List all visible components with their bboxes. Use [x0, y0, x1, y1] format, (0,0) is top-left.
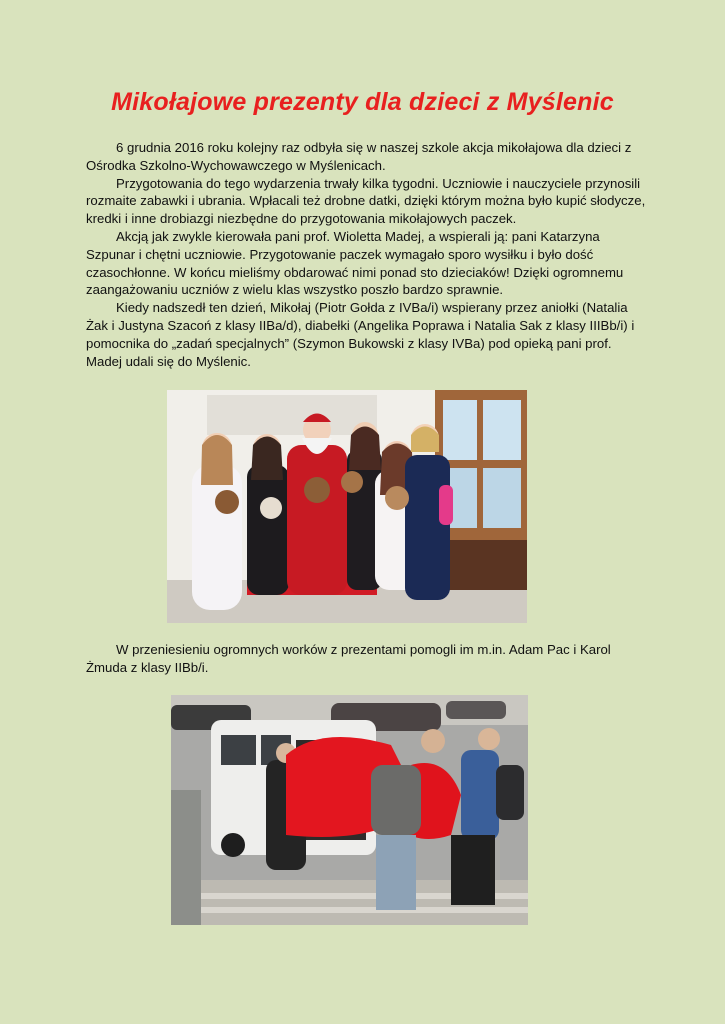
page-title: Mikołajowe prezenty dla dzieci z Myślenic: [111, 88, 614, 116]
paragraph-helpers: W przeniesieniu ogromnych worków z prezentami pomogli im m.in. Adam Pac i Karol Żmuda z klasy IIBb/i.: [86, 642, 611, 675]
caption-text: [86, 641, 646, 677]
group-photo-image: [167, 390, 527, 623]
paragraph-organizers: Akcją jak zwykle kierowała pani prof. Wioletta Madej, a wspierali ją: pani Katarzyna Szpunar i chętni uczniowie. Przygotowanie paczek wymagało sporo wysiłku i było dość czasochłonne. W końcu mieliśmy obdarować nimi ponad sto dzieciaków! Dzięki ogromnemu zaangażowaniu uczniów z wielu klas wszystko poszło bardzo sprawnie.: [86, 228, 624, 298]
group-photo: [167, 390, 527, 623]
paragraph-trip: Kiedy nadszedł ten dzień, Mikołaj (Piotr Gołda z IVBa/i) wspierany przez aniołki (Natalia Żak i Justyna Szacoń z klasy IIBa/d), diabełki (Angelika Poprawa i Natalia Sak z klasy IIIBb/i) i pomocnika do „zadań specjalnych” (Szymon Bukowski z klasy IVBa) pod opieką pani prof. Madej udali się do Myślenic.: [86, 300, 635, 369]
paragraph-preparations: Przygotowania do tego wydarzenia trwały kilka tygodni. Uczniowie i nauczyciele przynosili rozmaite zabawki i ubrania. Wpłacali też drobne datki, dzięki którym można było kupić słodycze, kredki i inne drobiazgi niezbędne do przygotowania mikołajowych paczek.: [86, 175, 646, 227]
paragraph-intro: 6 grudnia 2016 roku kolejny raz odbyła się w naszej szkole akcja mikołajowa dla dzieci z Ośrodka Szkolno-Wychowawczego w Myślenicach.: [86, 140, 632, 173]
article-body: [86, 139, 646, 370]
van-photo: [171, 695, 528, 925]
van-photo-image: [171, 695, 528, 925]
